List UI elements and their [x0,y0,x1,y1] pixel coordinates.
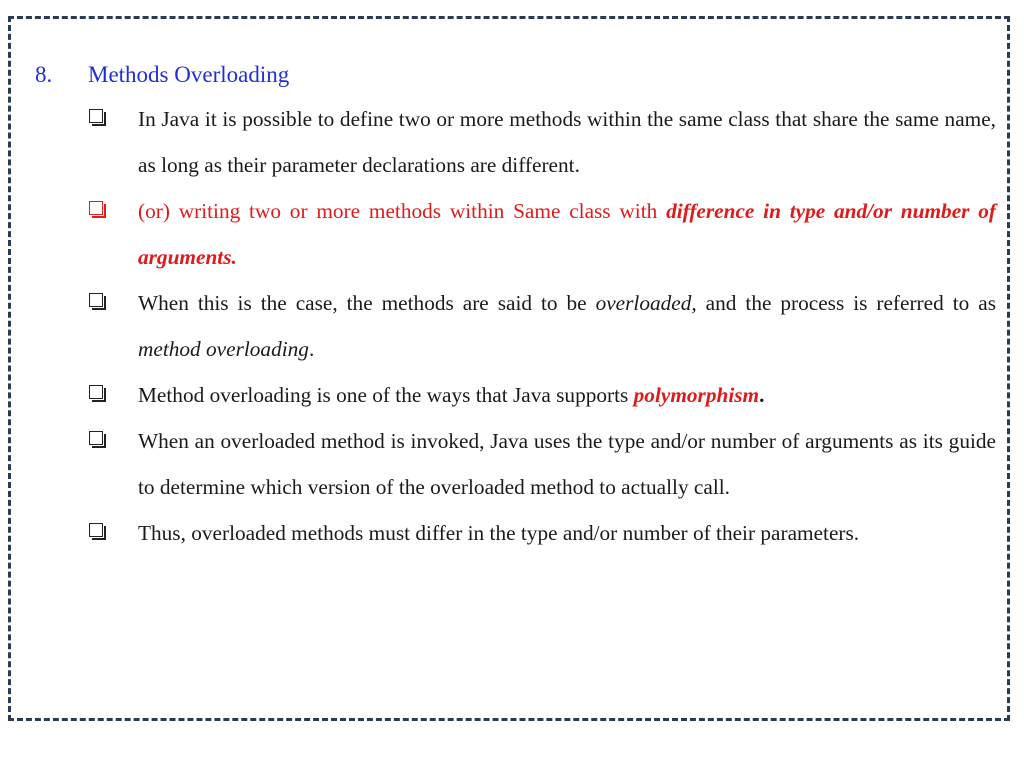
bullet-emphasis: difference in type and/or number of arguments. [138,199,996,269]
bullet-text: When an overloaded method is invoked, Java uses the type and/or number of arguments as its guide to determine which version of the overloaded method to actually call. [138,429,996,499]
list-item [0,372,1024,418]
bullet-text [138,372,996,418]
bullet-text-part: . [308,337,315,361]
bullet-text [138,280,996,372]
bullet-italic-term: overloaded, [595,291,697,315]
bullet-emphasis: polymorphism [633,383,760,407]
bullet-text-part: When this is the case, the methods are said to be [138,291,596,315]
bullet-text-lead: (or) writing two or more methods within Same class with [138,199,667,223]
bullet-text [138,188,996,280]
checkbox-bullet-icon [89,293,103,307]
checkbox-bullet-icon [89,431,103,445]
section-number: 8. [35,62,53,87]
checkbox-bullet-icon [89,523,103,537]
checkbox-bullet-icon [89,385,103,399]
bullet-text-lead: Method overloading is one of the ways that Java supports [138,383,634,407]
list-item [0,280,1024,372]
list-item [0,510,1024,556]
bullet-text-part: and the process is referred to as [696,291,996,315]
list-item [0,188,1024,280]
section-title: Methods Overloading [88,62,290,87]
bullet-text: Thus, overloaded methods must differ in the type and/or number of their parameters. [138,521,860,545]
checkbox-bullet-icon [89,201,103,215]
bullet-text: In Java it is possible to define two or more methods within the same class that share the same name, as long as their parameter declarations are different. [138,107,996,177]
bullet-italic-term: method overloading [138,337,309,361]
bullet-list [0,96,1024,556]
bullet-text-end: . [759,383,765,407]
list-item [0,96,1024,188]
list-item [0,418,1024,510]
checkbox-bullet-icon [89,109,103,123]
